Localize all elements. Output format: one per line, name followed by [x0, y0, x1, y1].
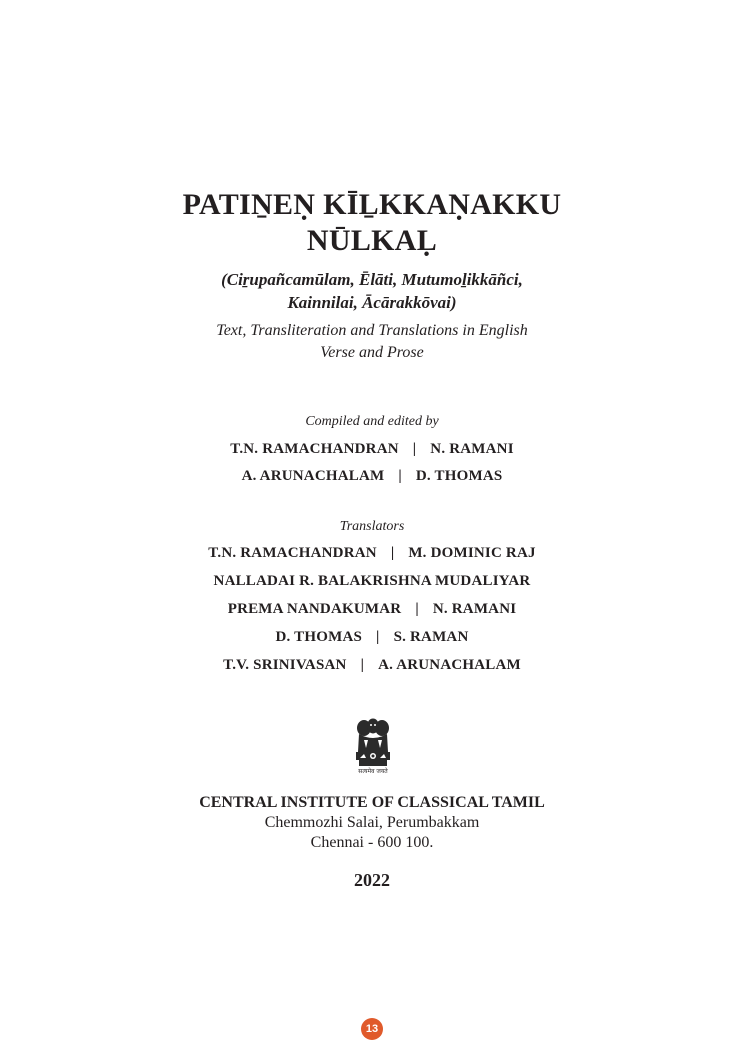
editors-row-2 [0, 468, 744, 485]
editor-name: A. ARUNACHALAM [241, 468, 385, 484]
name-separator: | [360, 657, 365, 673]
translator-name: T.N. RAMACHANDRAN [208, 545, 377, 561]
description-line-2: Verse and Prose [320, 344, 424, 361]
publisher-address-line-1: Chemmozhi Salai, Perumbakkam [264, 814, 480, 831]
editors-row-1 [0, 441, 744, 458]
editor-name: D. THOMAS [415, 468, 503, 484]
name-separator: | [415, 601, 419, 617]
editor-name: T.N. RAMACHANDRAN [230, 441, 399, 457]
emblem-caption: सत्यमेव जयते [358, 768, 388, 775]
translator-name: S. RAMAN [393, 629, 469, 645]
translators-row-3 [0, 601, 744, 618]
page-number-badge: 13 [361, 1018, 383, 1040]
translators-heading: Translators [339, 519, 405, 534]
translators-row-2 [0, 573, 744, 590]
description-line-1: Text, Transliteration and Translations in English [216, 322, 528, 339]
translator-name: M. DOMINIC RAJ [408, 545, 536, 561]
translator-name: N. RAMANI [432, 601, 517, 617]
subtitle-line-1: (Ciṟupañcamūlam, Ēlāti, Mutumoḻikkāñci, [221, 270, 523, 289]
editors-heading: Compiled and edited by [305, 414, 439, 429]
name-separator: | [398, 468, 402, 484]
translator-name: T.V. SRINIVASAN [223, 657, 347, 673]
book-title-line-1: PATIṈEṆ KĪḺKKAṆAKKU [182, 188, 562, 221]
editor-name: N. RAMANI [430, 441, 514, 457]
translators-row-4 [0, 629, 744, 646]
name-separator: | [376, 629, 380, 645]
translator-name: PREMA NANDAKUMAR [227, 601, 402, 617]
name-separator: | [390, 545, 395, 561]
name-separator: | [412, 441, 417, 457]
book-title-line-2: NŪLKAḶ [306, 224, 438, 257]
publisher-address-line-2: Chennai - 600 100. [310, 834, 434, 851]
translators-row-5 [0, 657, 744, 674]
publisher-name: CENTRAL INSTITUTE OF CLASSICAL TAMIL [199, 794, 545, 811]
translator-name: D. THOMAS [275, 629, 363, 645]
translator-name: A. ARUNACHALAM [378, 657, 521, 673]
translators-row-1 [0, 545, 744, 562]
state-emblem-icon [350, 718, 396, 780]
subtitle-line-2: Kainnilai, Ācārakkōvai) [287, 293, 457, 312]
publication-year: 2022 [354, 870, 390, 890]
translator-name: NALLADAI R. BALAKRISHNA MUDALIYAR [213, 573, 531, 589]
